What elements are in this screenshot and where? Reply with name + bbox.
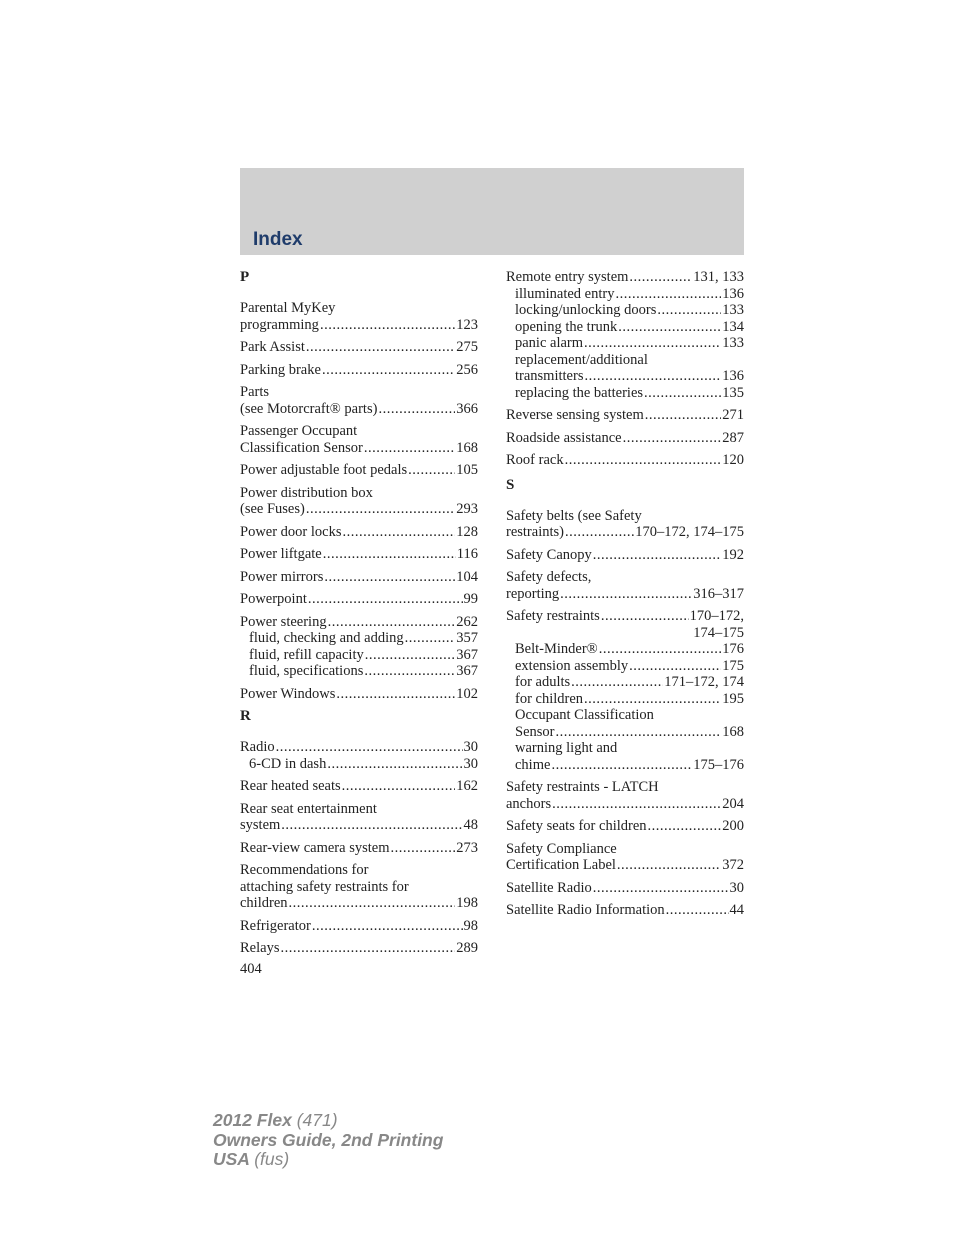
leader-dots (601, 608, 689, 625)
entry-text: Belt-Minder® (515, 641, 598, 657)
entry-text: Safety restraints - LATCH (506, 779, 659, 795)
page-reference: 136 (722, 368, 744, 384)
index-entry-line (240, 739, 478, 756)
index-subentry-line (240, 756, 478, 773)
page-reference: 192 (722, 546, 744, 563)
leader-dots (342, 778, 456, 795)
page-reference: 175–176 (693, 756, 744, 773)
index-entry-line (506, 796, 744, 813)
index-subentry-line (506, 319, 744, 336)
index-entry-line (506, 524, 744, 541)
index-entry (506, 407, 744, 424)
leader-dots (551, 757, 692, 774)
entry-text: programming (240, 316, 319, 333)
entry-text: locking/unlocking doors (515, 302, 657, 318)
leader-dots (289, 895, 456, 912)
entry-text: Safety seats for children (506, 818, 647, 834)
page-reference: 30 (463, 739, 478, 755)
entry-text: Rear seat entertainment (240, 800, 377, 817)
index-entry-line (240, 801, 478, 818)
index-entry (240, 686, 478, 703)
page-reference: 275 (456, 339, 478, 355)
leader-dots (364, 440, 455, 457)
index-entry-line (240, 591, 478, 608)
page-reference: 175 (722, 657, 744, 674)
right-index-column (506, 269, 744, 925)
index-subentry-line (506, 724, 744, 741)
leader-dots (584, 335, 721, 352)
entry-text: Power adjustable foot pedals (240, 462, 408, 478)
entry-text: chime (515, 756, 551, 773)
leader-dots (364, 663, 455, 680)
leader-dots (593, 880, 729, 897)
index-entry (506, 608, 744, 773)
leader-dots (324, 569, 455, 586)
index-entry-line (240, 569, 478, 586)
index-entry-line (240, 339, 478, 356)
entry-text: Park Assist (240, 339, 305, 355)
entry-text: Safety Compliance (506, 840, 617, 857)
index-entry (506, 841, 744, 874)
entry-text: Safety belts (see Safety (506, 507, 642, 524)
index-entry-line (240, 317, 478, 334)
leader-dots (618, 319, 721, 336)
index-entry-line (506, 586, 744, 603)
index-entry-line (506, 902, 744, 919)
index-subentry-line (506, 385, 744, 402)
entry-text: Recommendations for (240, 862, 369, 878)
page-reference: 123 (456, 316, 478, 333)
index-entry-line (506, 569, 744, 586)
index-subentry-line (506, 302, 744, 319)
index-entry (506, 452, 744, 469)
leader-dots (378, 401, 455, 418)
page-reference: 287 (722, 429, 744, 446)
leader-dots (552, 796, 721, 813)
index-entry-line (506, 880, 744, 897)
index-entry (240, 485, 478, 518)
page-reference: 316–317 (693, 585, 744, 602)
index-entry-line (240, 546, 478, 563)
index-entry (240, 300, 478, 333)
entry-text: Power liftgate (240, 546, 322, 562)
index-entry-line (506, 430, 744, 447)
index-entry (240, 918, 478, 935)
index-entry-line (506, 269, 744, 286)
index-entry-line (506, 407, 744, 424)
index-entry-line (240, 401, 478, 418)
page-reference: 104 (456, 568, 478, 585)
entry-text: Rear heated seats (240, 778, 341, 794)
index-entry (506, 779, 744, 812)
entry-text: Parental MyKey (240, 300, 336, 316)
page-reference: 271 (722, 407, 744, 423)
entry-text: 6-CD in dash (249, 755, 327, 772)
entry-text: system (240, 817, 281, 833)
index-subentry-line (506, 658, 744, 675)
index-entry-line (240, 485, 478, 502)
entry-text: extension assembly (515, 657, 629, 674)
index-entry-line (240, 362, 478, 379)
index-entry-line (240, 300, 478, 317)
index-subentry-line (506, 757, 744, 774)
page-reference: 105 (456, 462, 478, 478)
index-entry-line (506, 547, 744, 564)
index-entry-line (240, 384, 478, 401)
page-reference: 366 (456, 400, 478, 417)
entry-text: Power door locks (240, 523, 342, 540)
index-entry (240, 778, 478, 795)
entry-text: Occupant Classification (515, 707, 654, 723)
index-entry-line (506, 841, 744, 858)
index-title: Index (253, 229, 303, 250)
leader-dots (306, 501, 455, 518)
page-reference: 372 (722, 857, 744, 873)
leader-dots (584, 691, 721, 708)
leader-dots (306, 339, 455, 356)
index-entry (240, 362, 478, 379)
entry-text: Safety defects, (506, 569, 592, 585)
page-reference: 273 (456, 839, 478, 856)
page-reference: 128 (456, 523, 478, 540)
leader-dots (322, 362, 455, 379)
entry-text: warning light and (515, 740, 618, 756)
entry-text: (see Motorcraft® parts) (240, 400, 378, 417)
index-subentry-line (506, 352, 744, 369)
page-reference: 289 (456, 940, 478, 956)
entry-text: fluid, refill capacity (249, 646, 364, 663)
entry-text: Roof rack (506, 452, 564, 468)
index-entry (240, 801, 478, 834)
leader-dots (560, 586, 692, 603)
index-entry (506, 508, 744, 541)
index-entry (506, 269, 744, 401)
index-subentry-line (506, 335, 744, 352)
index-subentry-line (506, 707, 744, 724)
leader-dots (571, 674, 663, 691)
index-entry-line (506, 857, 744, 874)
leader-dots (565, 452, 722, 469)
page-reference: 204 (722, 795, 744, 812)
index-entry-line (240, 778, 478, 795)
page-reference: 98 (463, 917, 478, 934)
page-reference: 168 (456, 439, 478, 456)
index-entry (506, 547, 744, 564)
leader-dots (615, 286, 721, 303)
index-entry-line (240, 686, 478, 703)
index-subentry-line (506, 740, 744, 757)
section-letter: S (506, 476, 515, 493)
index-entry (240, 524, 478, 541)
entry-text: Power distribution box (240, 484, 373, 501)
leader-dots (281, 817, 462, 834)
left-index-column (240, 269, 478, 963)
entry-text: reporting (506, 585, 560, 602)
index-entry-line (240, 940, 478, 957)
index-subentry-line (240, 630, 478, 647)
entry-text: Satellite Radio (506, 879, 592, 896)
leader-dots (599, 641, 722, 658)
index-entry (506, 880, 744, 897)
leader-dots (565, 524, 634, 541)
page-reference: 195 (722, 690, 744, 707)
index-subentry-line (506, 691, 744, 708)
page-reference: 168 (722, 723, 744, 740)
entry-text: Relays (240, 940, 280, 956)
leader-dots (312, 918, 463, 935)
index-entry (506, 569, 744, 602)
index-entry-line (506, 625, 744, 642)
entry-text: (see Fuses) (240, 501, 305, 517)
index-subentry-line (506, 286, 744, 303)
entry-text: opening the trunk (515, 318, 618, 335)
page-reference: 131, 133 (693, 269, 744, 285)
leader-dots (408, 462, 455, 479)
index-entry-line (240, 817, 478, 834)
section-letter: P (240, 269, 250, 285)
leader-dots (555, 724, 721, 741)
leader-dots (648, 818, 722, 835)
page-reference: 135 (722, 384, 744, 401)
entry-text: Satellite Radio Information (506, 902, 665, 918)
entry-text: Refrigerator (240, 917, 311, 934)
page-reference: 367 (456, 646, 478, 663)
entry-text: Powerpoint (240, 591, 307, 607)
entry-text: Power steering (240, 613, 327, 630)
index-entry (240, 384, 478, 417)
page-reference: 170–172, (689, 608, 744, 624)
index-entry (506, 430, 744, 447)
index-entry (240, 591, 478, 608)
index-entry-line (240, 462, 478, 479)
leader-dots (276, 739, 463, 756)
page-reference: 48 (463, 817, 478, 833)
index-entry-line (240, 440, 478, 457)
page-reference: 200 (722, 818, 744, 834)
leader-dots (320, 317, 455, 334)
index-entry-line (240, 895, 478, 912)
leader-dots (657, 302, 721, 319)
entry-text: replacement/additional (515, 351, 648, 368)
page-reference: 102 (456, 685, 478, 702)
leader-dots (584, 368, 721, 385)
page-reference: 30 (463, 755, 478, 772)
leader-dots (323, 546, 456, 563)
entry-text: children (240, 895, 288, 911)
index-entry-line (240, 614, 478, 631)
index-entry (240, 423, 478, 456)
page-reference: 367 (456, 663, 478, 679)
leader-dots (629, 658, 721, 675)
footer-line-2: Owners Guide, 2nd Printing (213, 1129, 444, 1150)
entry-text: Power Windows (240, 685, 336, 702)
section-letter: R (240, 708, 251, 724)
entry-text: Rear-view camera system (240, 839, 390, 856)
page-reference: 262 (456, 613, 478, 630)
index-entry (240, 546, 478, 563)
entry-text: Passenger Occupant (240, 423, 358, 439)
entry-text: illuminated entry (515, 285, 615, 302)
entry-text: Remote entry system (506, 269, 629, 285)
entry-text: for children (515, 690, 584, 707)
page-reference: 134 (722, 318, 744, 335)
leader-dots (645, 407, 722, 424)
page-reference: 99 (463, 591, 478, 607)
entry-text: anchors (506, 795, 552, 812)
index-entry-line (240, 862, 478, 879)
footer-line-1 (213, 1111, 443, 1131)
leader-dots (405, 630, 456, 647)
index-entry (240, 840, 478, 857)
leader-dots (617, 857, 721, 874)
page-reference: 198 (456, 895, 478, 911)
index-entry-line (240, 879, 478, 896)
entry-text: Radio (240, 739, 275, 755)
index-entry (506, 902, 744, 919)
page-reference: 293 (456, 501, 478, 517)
leader-dots (623, 430, 722, 447)
entry-text: Power mirrors (240, 568, 324, 585)
page-reference: 133 (722, 335, 744, 351)
leader-dots (327, 756, 462, 773)
page-reference: 44 (729, 902, 744, 918)
index-subentry-line (240, 647, 478, 664)
index-entry-line (240, 423, 478, 440)
leader-dots (343, 524, 456, 541)
entry-text: Roadside assistance (506, 429, 622, 446)
index-entry (240, 462, 478, 479)
footer-line-3 (213, 1150, 443, 1170)
index-entry (240, 569, 478, 586)
leader-dots (308, 591, 463, 608)
index-header-band (240, 168, 744, 255)
leader-dots (629, 269, 692, 286)
entry-text: Certification Label (506, 857, 616, 873)
index-entry-line (240, 918, 478, 935)
index-entry-line (240, 501, 478, 518)
leader-dots (336, 686, 455, 703)
index-entry-line (506, 779, 744, 796)
index-entry (240, 339, 478, 356)
index-subentry-line (506, 368, 744, 385)
leader-dots (365, 647, 456, 664)
index-entry-line (506, 508, 744, 525)
entry-text: fluid, checking and adding (249, 630, 404, 646)
index-entry (240, 739, 478, 772)
entry-text: Classification Sensor (240, 439, 363, 456)
footer-edition (213, 1111, 443, 1170)
leader-dots (666, 902, 729, 919)
entry-text: replacing the batteries (515, 384, 644, 401)
index-subentry-line (506, 674, 744, 691)
index-entry-line (506, 818, 744, 835)
leader-dots (593, 547, 721, 564)
entry-text: Safety Canopy (506, 546, 592, 563)
index-entry (240, 862, 478, 912)
footer-market: USA (213, 1149, 250, 1169)
page-reference: 357 (456, 630, 478, 646)
entry-text: Reverse sensing system (506, 407, 644, 423)
leader-dots (390, 840, 455, 857)
page-reference: 162 (456, 778, 478, 794)
page-reference: 136 (722, 285, 744, 302)
index-entry (240, 940, 478, 957)
index-subentry-line (506, 641, 744, 658)
page-reference: 170–172, 174–175 (635, 524, 744, 540)
page-reference: 256 (456, 361, 478, 378)
entry-text: restraints) (506, 524, 564, 540)
entry-text: Safety restraints (506, 608, 600, 624)
entry-text: 174–175 (693, 624, 744, 641)
footer-market-code: (fus) (254, 1149, 290, 1169)
leader-dots (280, 940, 455, 957)
page-reference: 171–172, 174 (664, 674, 744, 690)
entry-text: Parts (240, 384, 269, 400)
page-reference: 30 (729, 879, 744, 896)
index-entry-line (240, 524, 478, 541)
leader-dots (644, 385, 721, 402)
entry-text: Sensor (515, 723, 555, 740)
index-entry-line (506, 608, 744, 625)
index-subentry-line (240, 663, 478, 680)
footer-model: 2012 Flex (213, 1110, 292, 1130)
index-entry-line (240, 840, 478, 857)
leader-dots (328, 614, 456, 631)
page-reference: 176 (722, 641, 744, 657)
page-reference: 116 (456, 546, 478, 562)
page-reference: 120 (722, 452, 744, 468)
index-entry-line (506, 452, 744, 469)
entry-text: for adults (515, 674, 571, 690)
index-entry (506, 818, 744, 835)
entry-text: fluid, specifications (249, 663, 364, 679)
page-reference: 133 (722, 302, 744, 318)
page-number: 404 (240, 961, 262, 977)
entry-text: panic alarm (515, 335, 584, 351)
index-entry (240, 614, 478, 680)
entry-text: Parking brake (240, 361, 321, 378)
entry-text: attaching safety restraints for (240, 878, 409, 895)
footer-model-code: (471) (296, 1110, 338, 1130)
entry-text: transmitters (515, 368, 584, 384)
